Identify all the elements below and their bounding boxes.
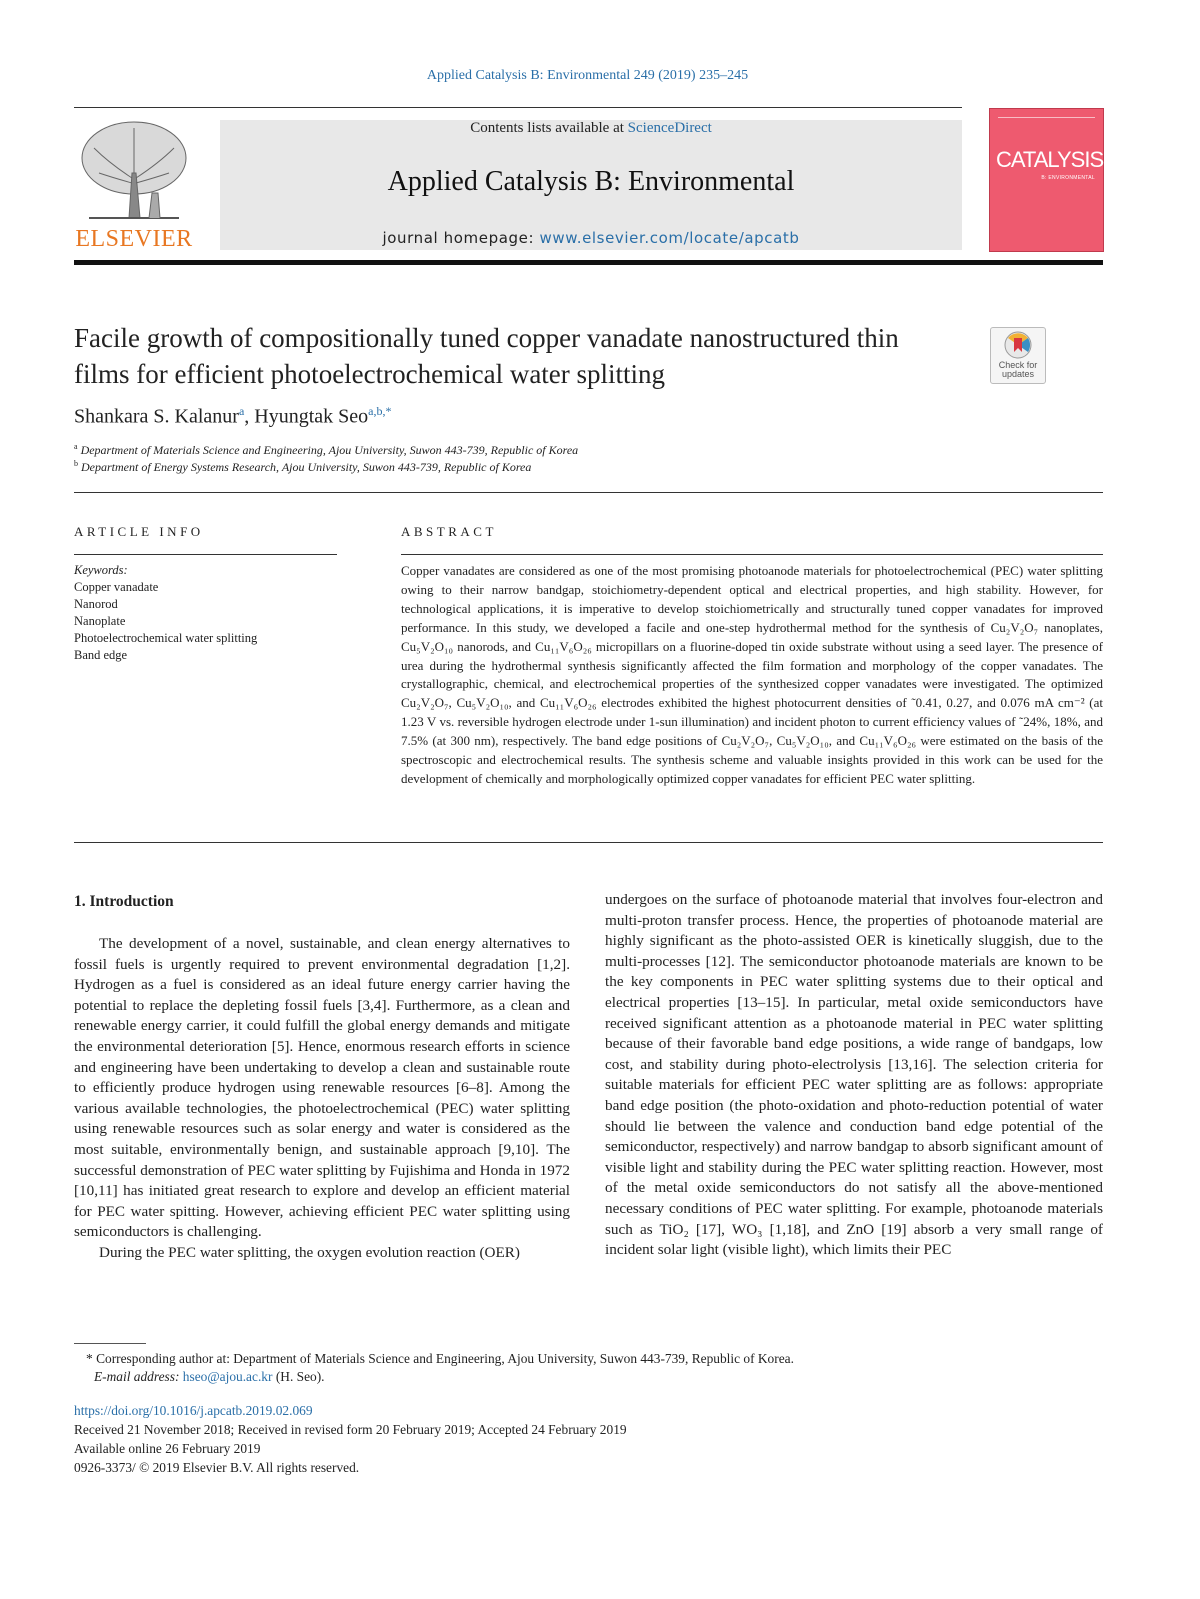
check-for-updates-badge[interactable] <box>990 327 1046 384</box>
cover-subtitle: B: ENVIRONMENTAL <box>1041 175 1095 181</box>
keyword-item: Nanorod <box>74 597 118 611</box>
abstract-rule <box>401 554 1103 555</box>
keyword-item: Nanoplate <box>74 614 126 628</box>
sciencedirect-link[interactable]: ScienceDirect <box>627 120 712 136</box>
abstract-heading: ABSTRACT <box>401 524 497 539</box>
affiliation-b <box>74 459 531 475</box>
header-rule <box>74 107 962 108</box>
footnote-marker: * <box>86 1351 93 1366</box>
body-column-left <box>74 934 570 1264</box>
footnote-text: Corresponding author at: Department of Materials Science and Engineering, Ajou University, Suwon 443-739, Republic of Korea. <box>96 1351 794 1366</box>
doi-link[interactable]: https://doi.org/10.1016/j.apcatb.2019.02.069 <box>74 1403 313 1418</box>
journal-masthead <box>220 120 962 250</box>
elsevier-tree-icon <box>74 118 194 223</box>
contents-line <box>220 120 962 137</box>
email-line <box>94 1368 325 1387</box>
email-label: E-mail address: <box>94 1369 180 1384</box>
article-meta <box>74 1401 627 1477</box>
keyword-item: Photoelectrochemical water splitting <box>74 631 258 645</box>
abstract-segment: nanorods, and <box>453 638 536 654</box>
abstract-text <box>401 562 1103 789</box>
crossmark-label: Check for updates <box>998 360 1038 379</box>
copyright: 0926-3373/ © 2019 Elsevier B.V. All rights reserved. <box>74 1460 360 1475</box>
email-link[interactable]: hseo@ajou.ac.kr <box>182 1369 273 1384</box>
journal-citation[interactable]: Applied Catalysis B: Environmental 249 (2019) 235–245 <box>426 68 749 83</box>
article-info-heading: ARTICLE INFO <box>74 524 204 539</box>
body-column-right <box>605 890 1103 1261</box>
keyword-item: Copper vanadate <box>74 580 159 594</box>
author-name[interactable]: Shankara S. Kalanur <box>74 405 239 428</box>
homepage-line <box>220 229 962 247</box>
contents-prefix: Contents lists available at <box>470 120 628 136</box>
email-suffix: (H. Seo). <box>275 1369 325 1384</box>
masthead-bottom-rule <box>74 260 1103 265</box>
affiliation-marker: a <box>74 442 78 451</box>
elsevier-logo[interactable] <box>74 118 194 253</box>
publisher-wordmark: ELSEVIER <box>75 226 193 252</box>
formula-cu11v6o26: Cu₁₁V₆O₂₆ <box>535 638 592 654</box>
author-separator: , <box>244 405 255 428</box>
abstract-segment: micropillars on a fluorine-doped tin oxide substrate without using a seed layer. The presence of urea during the hydrothermal synthesis significantly affected the film formation and morphology of the copper vanadates. The crystallographic, chemical, and electrochemical properties of the synthesized copper vanadates were investigated. The optimized Cu₂V₂O₇, Cu₅V₂O₁₀, and Cu₁₁V₆O₂₆ electrodes exhibited the highest photocurrent densities of ˜0.41, 0.27, and 0.076 mA cm⁻² (at 1.23 V vs. reversible hydrogen electrode under 1-sun illumination) and incident photon to current efficiency values of ˜24%, 18%, and 7.5% (at 300 nm), respectively. The band edge positions of Cu₂V₂O₇, Cu₅V₂O₁₀, and Cu₁₁V₆O₂₆ were estimated on the basis of the spectroscopic and electrochemical results. The synthesis scheme and valuable insights provided in this work can be used for the development of chemically and morphologically optimized copper vanadates for efficient PEC water splitting. <box>401 638 1103 786</box>
affiliation-marker: b <box>74 459 78 468</box>
formula-cu2v2o7: Cu₂V₂O₇ <box>990 619 1039 635</box>
keywords-label: Keywords: <box>74 563 128 577</box>
homepage-prefix: journal homepage: <box>382 229 540 247</box>
author-name[interactable]: Hyungtak Seo <box>254 405 369 428</box>
keywords-block <box>74 562 337 664</box>
intro-paragraph: undergoes on the surface of photoanode material that involves four-electron and multi-proton transfer process. Hence, the properties of photoanode material are highly significant as the photo-assisted OER is kinetically sluggish, due to the multi-processes [12]. The semiconductor photoanode materials are known to be the key components in PEC water splitting systems due to their optical and electrical properties [13–15]. In particular, metal oxide semiconductors have received significant attention as a photoanode material in PEC water splitting because of their favorable band edge positions, a wide range of bandgaps, low cost, and stability during photo-electrolysis [13,16]. The selection criteria for suitable materials for efficient PEC water splitting are as follows: appropriate band edge position (the photo-oxidation and photo-reduction potential of water should lie between the valence and conduction band edge potential of the semiconductor, respectively) and narrow bandgap to absorb significant amount of visible light and stability during the PEC water splitting reaction. However, most of the metal oxide semiconductors do not satisfy all the above-mentioned necessary conditions of PEC water splitting. For example, photoanode materials such as TiO₂ [17], WO₃ [1,18], and ZnO [19] absorb a very small range of incident solar light (visible light), which limits their PEC <box>605 891 1103 1259</box>
author-affil-marker[interactable]: a <box>238 404 245 418</box>
affiliation-text: Department of Materials Science and Engineering, Ajou University, Suwon 443-739, Republic of Korea <box>80 443 579 457</box>
intro-paragraph: During the PEC water splitting, the oxygen evolution reaction (OER) <box>99 1243 520 1261</box>
affiliation-text: Department of Energy Systems Research, Ajou University, Suwon 443-739, Republic of Korea <box>81 460 532 474</box>
homepage-link[interactable]: www.elsevier.com/locate/apcatb <box>539 229 800 247</box>
keyword-item: Band edge <box>74 648 128 662</box>
crossmark-icon <box>991 328 1045 362</box>
introduction-heading: 1. Introduction <box>74 893 174 910</box>
abstract-segment: Copper vanadates are considered as one of the most promising photoanode materials for photoelectrochemical (PEC) water splitting owing to their narrow bandgap, stoichiometry-dependent optical and electrical properties, and high stability. However, for technological applications, it is imperative to develop stoichiometrically and structurally tuned copper vanadates for improved performance. In this study, we developed a facile and one-step hydrothermal method for the synthesis of <box>401 563 1103 635</box>
journal-cover-thumbnail[interactable] <box>989 108 1104 252</box>
intro-paragraph: The development of a novel, sustainable, and clean energy alternatives to fossil fuels is urgently required to prevent environmental degradation [1,2]. Hydrogen as a fuel is considered as an ideal future energy carrier having the potential to replace the depleting fossil fuels [3,4]. Furthermore, as a clean and renewable energy carrier, it could fulfill the global energy demands and mitigate the environmental deterioration [5]. Hence, enormous research efforts in science and engineering have been undertaking to develop a clean and sustainable route to efficiently produce hydrogen using renewable resources [6–8]. Among the various available technologies, the photoelectrochemical (PEC) water splitting using renewable resources such as solar energy and water is considered as the most suitable, environmentally benign, and sustainable approach [9,10]. The successful demonstration of PEC water splitting by Fujishima and Honda in 1972 [10,11] has initiated great research to explore and develop an efficient material for PEC water spitting. However, achieving efficient PEC water splitting using semiconductors is challenging. <box>74 935 570 1241</box>
article-info-rule <box>74 554 337 555</box>
section-rule <box>74 492 1103 493</box>
formula-cu5v2o10: Cu₅V₂O₁₀ <box>401 638 454 654</box>
author-list <box>74 404 392 429</box>
corresponding-author-note <box>86 1350 794 1369</box>
author-affil-marker[interactable]: a,b,* <box>368 404 392 418</box>
online-date: Available online 26 February 2019 <box>74 1441 261 1456</box>
cover-brand: CATALYSIS <box>996 147 1104 172</box>
footnote-rule <box>74 1343 146 1344</box>
journal-title: Applied Catalysis B: Environmental <box>387 166 795 197</box>
received-dates: Received 21 November 2018; Received in revised form 20 February 2019; Accepted 24 February 2019 <box>74 1422 627 1437</box>
cover-rule <box>998 117 1095 118</box>
abstract-segment: nanoplates, <box>1038 619 1103 635</box>
affiliation-a <box>74 442 578 458</box>
paper-title: Facile growth of compositionally tuned copper vanadate nanostructured thin films for efficient photoelectrochemical water splitting <box>74 323 899 389</box>
section-rule <box>74 842 1103 843</box>
